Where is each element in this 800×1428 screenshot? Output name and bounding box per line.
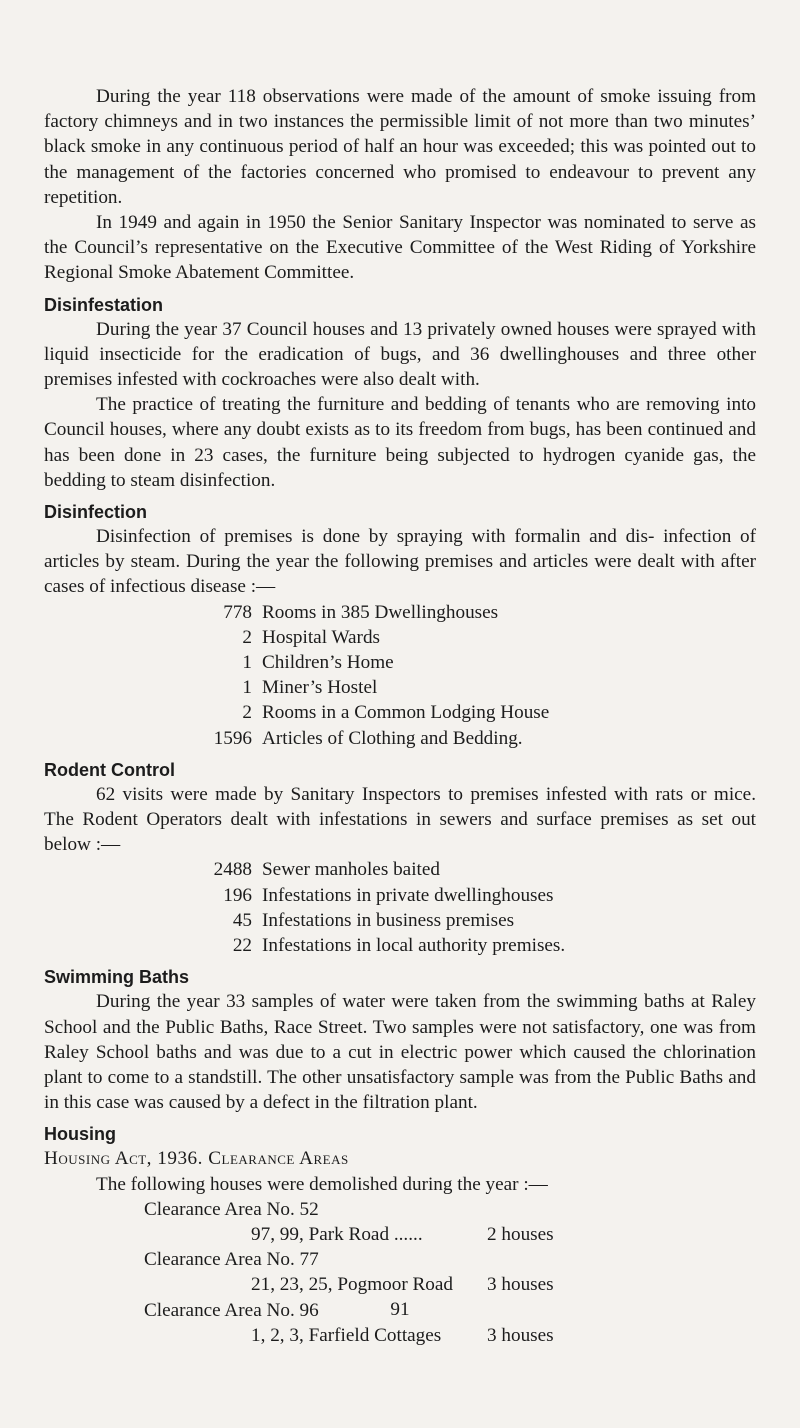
- list-item: [44, 883, 756, 908]
- clearance-count: 2 houses: [487, 1223, 554, 1245]
- item-text: Miner’s Hostel: [262, 677, 378, 699]
- item-count: 1: [242, 652, 252, 674]
- item-text: Articles of Clothing and Bedding.: [262, 727, 523, 749]
- list-item: [44, 933, 756, 958]
- item-text: Sewer manholes baited: [262, 859, 440, 881]
- disinfestation-paragraph-1: During the year 37 Council houses and 13 privately owned houses were sprayed with liquid insecticide for the eradication of bugs, and 36 dwellinghouses and three other premises infested with cockroaches were also dealt with.: [44, 318, 756, 391]
- item-count: 45: [232, 909, 252, 931]
- list-item: [44, 908, 756, 933]
- rodent-paragraph: 62 visits were made by Sanitary Inspectors to premises infested with rats or mice. The Rodent Operators dealt with infestations in sewers and surface premises as set out below :—: [44, 783, 756, 856]
- clearance-address: 97, 99, Park Road ......: [251, 1223, 423, 1245]
- item-text: Infestations in private dwellinghouses: [262, 884, 554, 906]
- list-item: [44, 726, 756, 751]
- item-text: Hospital Wards: [262, 626, 381, 648]
- item-text: Infestations in local authority premises.: [262, 935, 566, 957]
- item-count: 22: [232, 935, 252, 957]
- item-count: 2: [242, 702, 252, 724]
- item-count: 1596: [213, 727, 252, 749]
- smoke-paragraph: During the year 118 observations were made of the amount of smoke issuing from factory chimneys and in two instances the permissible limit of not more than two minutes’ black smoke in any continuous period of half an hour was exceeded; this was pointed out to the management of the factories concerned who promised to endeavour to prevent any repetition.: [44, 86, 756, 208]
- item-text: Infestations in business premises: [262, 909, 515, 931]
- item-count: 2: [242, 626, 252, 648]
- disinfection-paragraph: Disinfection of premises is done by spraying with formalin and dis- infection of articles by steam. During the year the following premises and articles were dealt with after cases of infectious disease :—: [44, 526, 756, 598]
- clearance-area-row: [44, 1323, 756, 1348]
- clearance-count: 3 houses: [487, 1274, 554, 1296]
- housing-act-title: Housing Act, 1936. Clearance Areas: [44, 1148, 349, 1170]
- item-count: 1: [242, 677, 252, 699]
- clearance-area-title: Clearance Area No. 77: [144, 1249, 319, 1271]
- housing-heading: Housing: [44, 1124, 116, 1145]
- housing-intro: The following houses were demolished during the year :—: [96, 1173, 548, 1195]
- swimming-baths-heading: Swimming Baths: [44, 967, 190, 988]
- list-item: [44, 625, 756, 650]
- list-item: [44, 700, 756, 725]
- item-count: 196: [223, 884, 252, 906]
- disinfection-heading: Disinfection: [44, 502, 148, 523]
- committee-paragraph: In 1949 and again in 1950 the Senior Sanitary Inspector was nominated to serve as the Council’s representative on the Executive Committee of the West Riding of Yorkshire Regional Smoke Abatement Committee.: [44, 212, 756, 284]
- item-count: 2488: [213, 859, 252, 881]
- item-text: Children’s Home: [262, 652, 394, 674]
- item-text: Rooms in 385 Dwellinghouses: [262, 601, 499, 623]
- item-text: Rooms in a Common Lodging House: [262, 702, 550, 724]
- disinfestation-heading: Disinfestation: [44, 294, 164, 315]
- list-item: [44, 675, 756, 700]
- clearance-areas: [44, 1197, 756, 1348]
- disinfestation-paragraph-2: The practice of treating the furniture and bedding of tenants who are removing into Council houses, where any doubt exists as to its freedom from bugs, has been continued and has been done in 23 cases, the furniture being subjected to hydrogen cyanide gas, the bedding to steam disinfection.: [44, 394, 756, 491]
- swimming-paragraph: During the year 33 samples of water were taken from the swimming baths at Raley School and the Public Baths, Race Street. Two samples were not satisfactory, one was from Raley School baths and was due to a cut in electric power which caused the chlorination plant to come to a standstill. The other unsatisfactory sample was from the Public Baths and in this case was caused by a defect in the filtration plant.: [44, 991, 756, 1114]
- page-number: 91: [390, 1299, 410, 1320]
- clearance-address: 21, 23, 25, Pogmoor Road: [251, 1274, 454, 1296]
- clearance-area-title: Clearance Area No. 96: [144, 1299, 319, 1321]
- list-item: [44, 857, 756, 882]
- disinfection-list: [44, 600, 756, 751]
- clearance-area-row: [44, 1272, 756, 1297]
- list-item: [44, 600, 756, 625]
- clearance-area-row: [44, 1222, 756, 1247]
- document-page: [44, 84, 756, 1348]
- list-item: [44, 650, 756, 675]
- rodent-control-heading: Rodent Control: [44, 759, 175, 780]
- rodent-list: [44, 857, 756, 958]
- clearance-address: 1, 2, 3, Farfield Cottages: [251, 1324, 442, 1346]
- item-count: 778: [223, 601, 252, 623]
- clearance-area-title: Clearance Area No. 52: [144, 1198, 319, 1220]
- clearance-count: 3 houses: [487, 1324, 554, 1346]
